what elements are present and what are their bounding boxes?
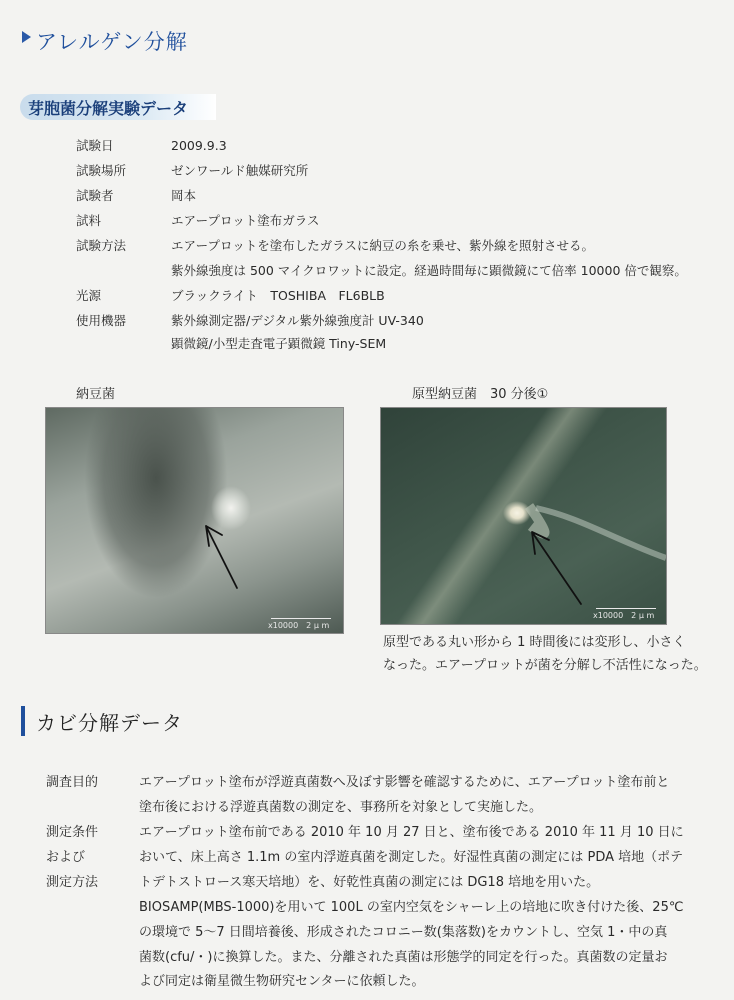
row-value: エアープロット塗布前である 2010 年 10 月 27 日と、塗布後である 2010 年 11 月 10 日に xyxy=(139,825,684,840)
row-label: 光源 xyxy=(76,288,102,303)
row-value: 塗布後における浮遊真菌数の測定を、事務所を対象として実施した。 xyxy=(139,800,543,815)
row-value: よび同定は衛星微生物研究センターに依頼した。 xyxy=(139,974,425,989)
row-label: 試験場所 xyxy=(76,163,127,178)
photo-right-caption: 原型納豆菌 30 分後① xyxy=(412,387,549,402)
row-value: おいて、床上高さ 1.1m の室内浮遊真菌を測定した。好湿性真菌の測定には PDA 培地（ポテ xyxy=(139,850,684,865)
row-value: 紫外線強度は 500 マイクロワットに設定。経過時間毎に顕微鏡にて倍率 10000 倍で観察。 xyxy=(171,263,687,278)
row-label: および xyxy=(46,850,86,865)
row-value: 岡本 xyxy=(171,188,197,203)
row-label: 試料 xyxy=(76,213,102,228)
row-value: トデトストロース寒天培地）を、好乾性真菌の測定には DG18 培地を用いた。 xyxy=(139,875,600,890)
row-value: の環境で 5～7 日間培養後、形成されたコロニー数(集落数)をカウントし、空気 1・中の真 xyxy=(139,925,668,940)
row-value: ブラックライト TOSHIBA FL6BLB xyxy=(171,288,385,303)
photo-left-caption: 納豆菌 xyxy=(76,387,116,402)
section1-title: 芽胞菌分解実験データ xyxy=(28,99,189,118)
arrow-annotation-icon xyxy=(381,408,666,624)
row-value: 菌数(cfu/・)に換算した。また、分離された真菌は形態学的同定を行った。真菌数の定量お xyxy=(139,950,668,965)
photo-right-description-line: なった。エアープロットが菌を分解し不活性になった。 xyxy=(383,658,707,673)
row-value: エアープロット塗布が浮遊真菌数へ及ぼす影響を確認するために、エアープロット塗布前と xyxy=(139,775,670,790)
photo-left-scale: x10000 2 μ m xyxy=(268,621,330,630)
row-value: エアープロットを塗布したガラスに納豆の糸を乗せ、紫外線を照射させる。 xyxy=(171,238,595,253)
row-label: 測定方法 xyxy=(46,875,99,890)
section2-title: カビ分解データ xyxy=(36,711,183,735)
natto-bacteria-micrograph xyxy=(45,407,344,634)
row-label: 使用機器 xyxy=(76,313,127,328)
row-value: 2009.9.3 xyxy=(171,138,227,153)
row-label: 試験者 xyxy=(76,188,114,203)
row-value: ゼンワールド触媒研究所 xyxy=(171,163,309,178)
row-value: 顕微鏡/小型走査電子顕微鏡 Tiny-SEM xyxy=(171,336,387,351)
page-title: アレルゲン分解 xyxy=(36,30,188,54)
row-value: BIOSAMP(MBS-1000)を用いて 100L の室内空気をシャーレ上の培地に吹き付けた後、25℃ xyxy=(139,900,684,915)
row-value: 紫外線測定器/デジタル紫外線強度計 UV-340 xyxy=(171,313,424,328)
section2-accent-bar xyxy=(21,706,25,736)
photo-right-description-line: 原型である丸い形から 1 時間後には変形し、小さく xyxy=(383,635,686,650)
row-label: 試験日 xyxy=(76,138,114,153)
natto-bacteria-30min-micrograph xyxy=(380,407,667,625)
header-triangle-icon xyxy=(22,31,31,43)
photo-right-scale: x10000 2 μ m xyxy=(593,611,655,620)
arrow-annotation-icon xyxy=(46,408,343,633)
row-label: 測定条件 xyxy=(46,825,99,840)
row-label: 試験方法 xyxy=(76,238,127,253)
row-label: 調査目的 xyxy=(46,775,99,790)
row-value: エアープロット塗布ガラス xyxy=(171,213,320,228)
